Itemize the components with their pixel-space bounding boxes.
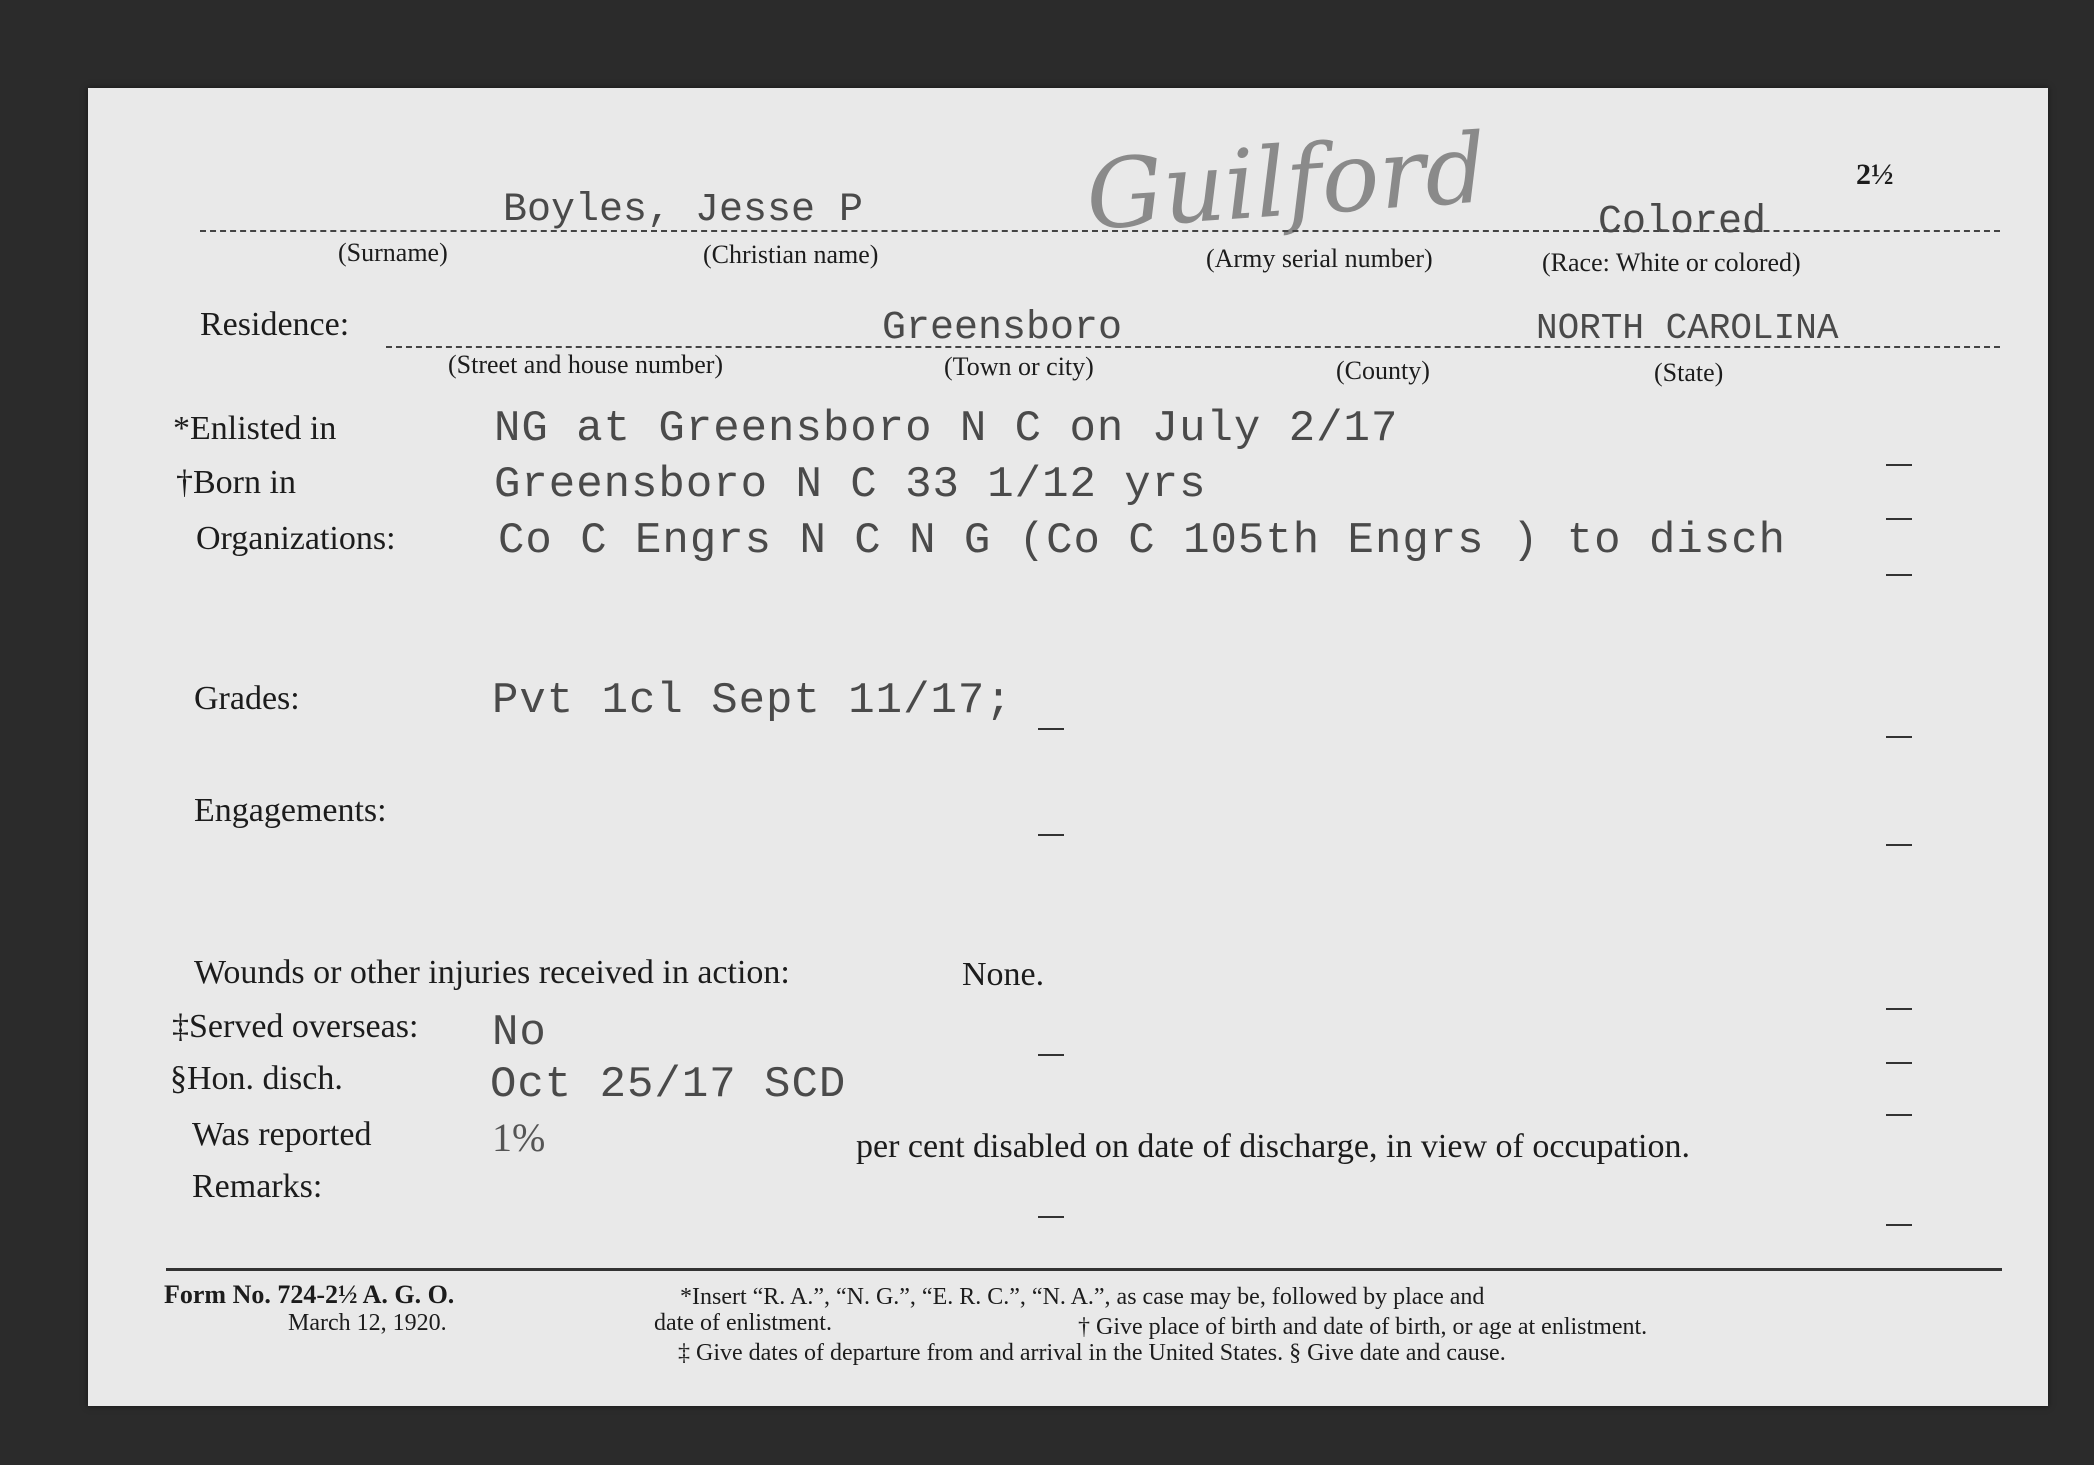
surname-caption: (Surname): [338, 238, 448, 267]
christian-name-caption: (Christian name): [703, 240, 879, 269]
street-caption: (Street and house number): [448, 350, 724, 379]
born-label: †Born in: [176, 464, 296, 501]
residence-label: Residence:: [200, 306, 350, 343]
service-record-card: [88, 88, 2048, 1406]
organizations-value: Co C Engrs N C N G (Co C 105th Engrs ) to disch: [498, 516, 1787, 566]
serial-number-caption: (Army serial number): [1206, 244, 1433, 273]
form-date: March 12, 1920.: [288, 1310, 447, 1336]
dash-mark: [1038, 834, 1064, 836]
wounds-value: None.: [962, 956, 1045, 993]
enlisted-label: *Enlisted in: [173, 410, 337, 447]
footnote-enlistment-cont: date of enlistment.: [654, 1310, 832, 1336]
soldier-name: Boyles, Jesse P: [503, 188, 864, 233]
engagements-label: Engagements:: [194, 792, 387, 829]
dash-mark: [1886, 1224, 1912, 1226]
race-value: Colored: [1598, 200, 1767, 245]
overseas-value: No: [492, 1008, 547, 1058]
state-caption: (State): [1654, 358, 1724, 387]
dash-mark: [1886, 1008, 1912, 1010]
grades-label: Grades:: [194, 680, 300, 717]
discharge-value: Oct 25/17 SCD: [490, 1060, 847, 1110]
town-caption: (Town or city): [944, 352, 1094, 381]
discharge-label: §Hon. disch.: [170, 1060, 343, 1097]
reported-label: Was reported: [192, 1116, 372, 1153]
dash-mark: [1886, 1114, 1912, 1116]
overseas-label: ‡Served overseas:: [172, 1008, 419, 1045]
dash-mark: [1038, 1216, 1064, 1218]
dash-mark: [1038, 728, 1064, 730]
card-corner-number: 2½: [1856, 158, 1894, 191]
footnote-enlistment: *Insert “R. A.”, “N. G.”, “E. R. C.”, “N. A.”, as case may be, followed by place and: [680, 1284, 1485, 1310]
reported-value: 1%: [492, 1115, 546, 1160]
race-caption: (Race: White or colored): [1542, 248, 1801, 277]
wounds-label: Wounds or other injuries received in action:: [194, 954, 790, 991]
form-number: Form No. 724-2½ A. G. O.: [164, 1280, 455, 1309]
dash-mark: [1886, 574, 1912, 576]
dash-mark: [1886, 736, 1912, 738]
dash-mark: [1886, 1062, 1912, 1064]
dash-mark: [1886, 464, 1912, 466]
footnote-birth: † Give place of birth and date of birth, or age at enlistment.: [1078, 1314, 1648, 1340]
residence-state: NORTH CAROLINA: [1536, 308, 1839, 349]
enlisted-value: NG at Greensboro N C on July 2/17: [494, 404, 1399, 454]
county-caption: (County): [1336, 356, 1430, 385]
remarks-label: Remarks:: [192, 1168, 323, 1205]
organizations-label: Organizations:: [196, 520, 396, 557]
dash-mark: [1038, 1054, 1064, 1056]
dash-mark: [1886, 518, 1912, 520]
residence-town: Greensboro: [882, 306, 1123, 351]
grades-value: Pvt 1cl Sept 11/17;: [492, 676, 1013, 726]
footer-rule: [166, 1268, 2002, 1271]
footnote-overseas: ‡ Give dates of departure from and arrival in the United States. § Give date and cause.: [678, 1340, 1506, 1366]
reported-suffix: per cent disabled on date of discharge, in view of occupation.: [856, 1128, 1690, 1165]
born-value: Greensboro N C 33 1/12 yrs: [494, 460, 1207, 510]
handwritten-county: Guilford: [1082, 112, 1491, 252]
dash-mark: [1886, 844, 1912, 846]
